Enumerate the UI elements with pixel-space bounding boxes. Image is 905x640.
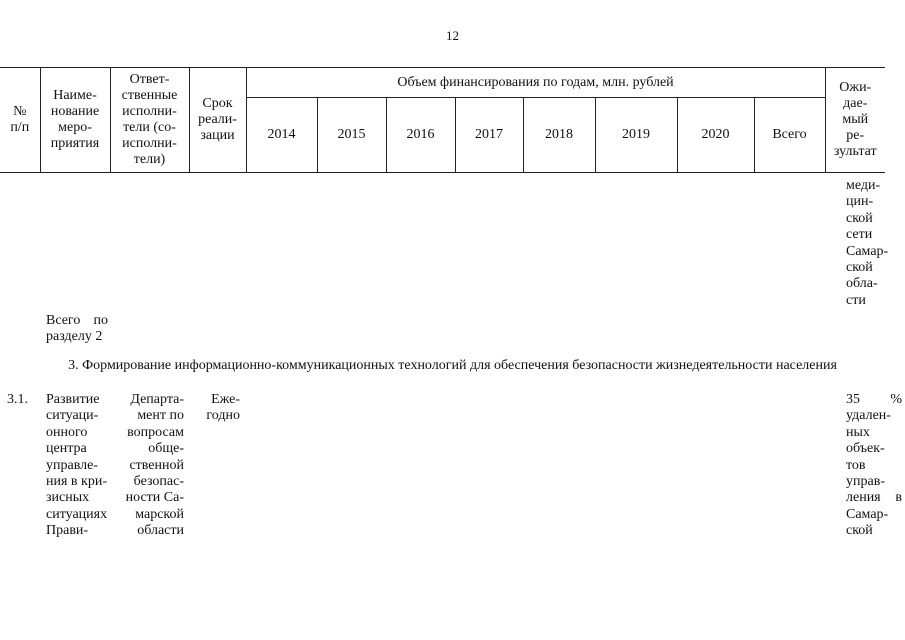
header-col-result: Ожи-дае-мый ре-зультат	[825, 68, 885, 173]
header-col-funding: Объем финансирования по годам, млн. рублей	[246, 68, 825, 98]
continued-result-text: меди- цин- ской сети Самар- ской обла- сти	[846, 178, 889, 308]
header-year-2014: 2014	[246, 98, 317, 173]
row-3-1-number: 3.1.	[7, 392, 28, 407]
header-year-2016: 2016	[386, 98, 455, 173]
header-year-2017: 2017	[455, 98, 523, 173]
header-year-2015: 2015	[317, 98, 386, 173]
header-col-exec: Ответ-ственные исполни-тели (со-исполни-тели)	[110, 68, 189, 173]
row-3-1-term: Еже- годно	[206, 392, 240, 424]
row-3-1-name: Развитие ситуаци- онного центра управле- ния в кри- зисных ситуациях Прави-	[46, 392, 108, 539]
row-3-1-executor: Департа- мент по вопросам обще- ственной безопас- ности Са- марской области	[125, 392, 184, 539]
row-3-1-result: 35 % удален- ных объек- тов управ- ления в Самар- ской	[846, 392, 902, 539]
header-year-2020: 2020	[677, 98, 754, 173]
header-year-2018: 2018	[523, 98, 595, 173]
page-number: 12	[446, 28, 459, 43]
header-total: Всего	[754, 98, 825, 173]
header-year-2019: 2019	[595, 98, 677, 173]
section-2-total-label: Всего по разделу 2	[46, 313, 108, 345]
header-col-num: № п/п	[0, 68, 40, 173]
header-col-name: Наиме-нование меро-приятия	[40, 68, 110, 173]
header-col-term: Срок реали-зации	[189, 68, 246, 173]
table-header	[0, 67, 885, 173]
section-3-title: 3. Формирование информационно-коммуникационных технологий для обеспечения безопасности жизнедеятельности населения	[68, 358, 837, 373]
